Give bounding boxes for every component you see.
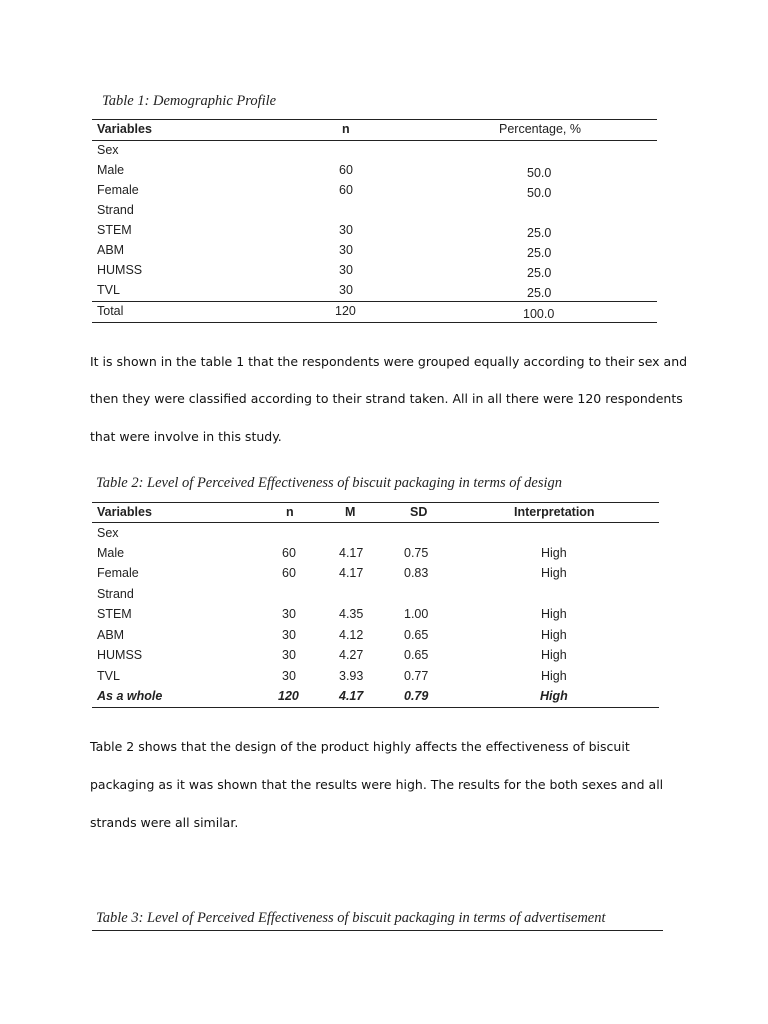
table1-cell-n: 60 [339, 183, 353, 197]
table2-cell-sd: 0.65 [404, 628, 429, 642]
table2-cell-interpretation: High [541, 669, 567, 683]
table1-header-variables: Variables [97, 122, 152, 136]
table2-total-m: 4.17 [339, 689, 364, 703]
table2-total-n: 120 [278, 689, 299, 703]
table1-cell-variable: Male [97, 163, 125, 177]
table2-cell-variable: Female [97, 566, 139, 580]
table2-cell-interpretation: High [541, 607, 567, 621]
table2-bottom-rule [92, 707, 659, 708]
table2-cell-n: 30 [282, 607, 296, 621]
table2-cell-sd: 0.65 [404, 648, 429, 662]
table2-cell-n: 30 [282, 669, 296, 683]
table1-cell-percentage: 50.0 [527, 166, 552, 180]
table2-cell-m: 4.12 [339, 628, 364, 642]
table1-total-row [92, 304, 657, 324]
table-row [92, 263, 657, 283]
table2-cell-variable: TVL [97, 669, 120, 683]
table2-total-interpretation: High [540, 689, 568, 703]
table1-cell-percentage: 25.0 [527, 286, 552, 300]
table2-header-rule [92, 522, 659, 523]
paragraph-line: It is shown in the table 1 that the respondents were grouped equally according to their sex and [90, 354, 688, 369]
table-row [92, 183, 657, 203]
table-row [92, 648, 659, 668]
table1-bottom-rule [92, 322, 657, 323]
table1-total-label: Total [97, 304, 124, 318]
table2-total-row [92, 689, 659, 709]
table2-cell-sd: 0.75 [404, 546, 429, 560]
table-row [92, 546, 659, 566]
table1-header-row [92, 122, 657, 142]
paragraph-line: then they were classified according to their strand taken. All in all there were 120 respondents [90, 391, 683, 406]
table2-cell-n: 60 [282, 566, 296, 580]
table1-cell-variable: TVL [97, 283, 120, 297]
table2-cell-n: 30 [282, 628, 296, 642]
table-row [92, 526, 659, 546]
table2-cell-variable: Sex [97, 526, 119, 540]
table2-cell-m: 4.35 [339, 607, 364, 621]
table1-cell-variable: Female [97, 183, 139, 197]
table1-header-n: n [342, 122, 350, 136]
table2-cell-m: 4.27 [339, 648, 364, 662]
table2-cell-m: 4.17 [339, 546, 364, 560]
table-row [92, 163, 657, 183]
table2-cell-interpretation: High [541, 648, 567, 662]
table1-cell-percentage: 25.0 [527, 246, 552, 260]
table2-cell-variable: Strand [97, 587, 134, 601]
table3-caption: Table 3: Level of Perceived Effectiveness of biscuit packaging in terms of advertisement [96, 910, 606, 926]
table2-header-n: n [286, 505, 294, 519]
table1-cell-n: 30 [339, 243, 353, 257]
table2-caption: Table 2: Level of Perceived Effectiveness of biscuit packaging in terms of design [96, 475, 563, 491]
table1-total-n: 120 [335, 304, 356, 318]
table1-cell-percentage: 25.0 [527, 226, 552, 240]
table-row [92, 223, 657, 243]
table2-header-interpretation: Interpretation [514, 505, 595, 519]
paragraph-line: Table 2 shows that the design of the product highly affects the effectiveness of biscuit [90, 739, 630, 754]
table1-cell-variable: STEM [97, 223, 132, 237]
table-row [92, 243, 657, 263]
table2-cell-m: 4.17 [339, 566, 364, 580]
table-row [92, 587, 659, 607]
table2-cell-variable: Male [97, 546, 125, 560]
table-row [92, 566, 659, 586]
table2-cell-interpretation: High [541, 566, 567, 580]
table2-header-variables: Variables [97, 505, 152, 519]
table1-cell-n: 60 [339, 163, 353, 177]
table1-header-percentage: Percentage, % [499, 122, 581, 136]
table2-cell-n: 30 [282, 648, 296, 662]
table2-total-sd: 0.79 [404, 689, 429, 703]
table1-total-percentage: 100.0 [523, 307, 555, 321]
table2-cell-interpretation: High [541, 628, 567, 642]
table1-cell-percentage: 50.0 [527, 186, 552, 200]
table1-top-rule [92, 119, 657, 120]
paragraph-line: that were involve in this study. [90, 429, 282, 444]
table1-cell-n: 30 [339, 223, 353, 237]
table2-header-m: M [345, 505, 356, 519]
table1-cell-variable: Sex [97, 143, 119, 157]
table1-header-rule [92, 140, 657, 141]
paragraph-line: strands were all similar. [90, 815, 239, 830]
table2-cell-interpretation: High [541, 546, 567, 560]
table-row [92, 203, 657, 223]
table-row [92, 283, 657, 303]
table2-header-sd: SD [410, 505, 428, 519]
table2-cell-sd: 1.00 [404, 607, 429, 621]
table1-cell-percentage: 25.0 [527, 266, 552, 280]
table1-cell-n: 30 [339, 263, 353, 277]
table-row [92, 143, 657, 163]
table-row [92, 607, 659, 627]
table2-total-label: As a whole [97, 689, 163, 703]
table2-top-rule [92, 502, 659, 503]
table1-cell-variable: Strand [97, 203, 134, 217]
table2-cell-m: 3.93 [339, 669, 364, 683]
table3-top-rule [92, 930, 663, 931]
table2-cell-variable: ABM [97, 628, 125, 642]
table1-cell-variable: HUMSS [97, 263, 143, 277]
table-row [92, 669, 659, 689]
table-row [92, 628, 659, 648]
paragraph-line: packaging as it was shown that the results were high. The results for the both sexes and all [90, 777, 664, 792]
table2-cell-sd: 0.77 [404, 669, 429, 683]
table1-total-rule [92, 301, 657, 302]
table2-cell-sd: 0.83 [404, 566, 429, 580]
table1-cell-n: 30 [339, 283, 353, 297]
table1-caption: Table 1: Demographic Profile [102, 93, 277, 109]
table1-cell-variable: ABM [97, 243, 125, 257]
table2-cell-variable: HUMSS [97, 648, 143, 662]
table2-cell-variable: STEM [97, 607, 132, 621]
table2-cell-n: 60 [282, 546, 296, 560]
